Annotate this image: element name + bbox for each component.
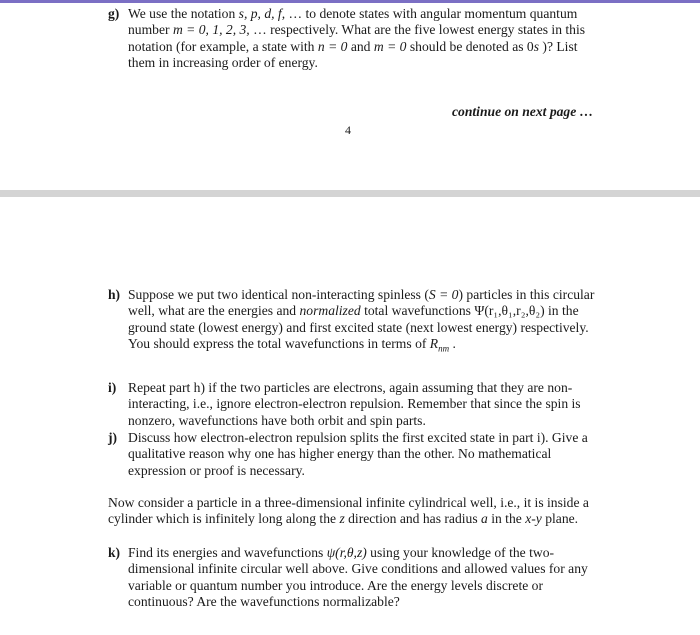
question-i: [108, 380, 608, 429]
question-h: [108, 287, 608, 353]
question-j: [108, 430, 608, 479]
page-separator: [0, 190, 700, 197]
question-k: [108, 545, 608, 611]
top-page-edge: [0, 0, 700, 3]
question-j-text: Discuss how electron-electron repulsion splits the first excited state in part i). Give a qualitative reason why one has higher energy than the other. No mathematical expression or proof is necessary.: [128, 430, 588, 478]
question-k-text: Find its energies and wavefunctions ψ(r,θ,z) using your knowledge of the two-dimensional infinite circular well above. Give conditions and allowed values for any variable or quantum number you introduce. Are the energy levels discrete or continuous? Are the wavefunctions normalizable?: [128, 545, 588, 610]
question-k-label: k): [108, 545, 121, 560]
question-i-label: i): [108, 380, 117, 395]
page-number: 4: [345, 123, 351, 137]
question-i-text: Repeat part h) if the two particles are electrons, again assuming that they are non-interacting, i.e., ignore electron-electron repulsion. Remember that since the spin is nonzero, wavefunctions have both orbit and spin parts.: [128, 380, 581, 428]
cylinder-intro: Now consider a particle in a three-dimensional infinite cylindrical well, i.e., it is inside a cylinder which is infinitely long along the z direction and has radius a in the x-y plane.: [108, 495, 589, 527]
continue-note: continue on next page …: [452, 104, 594, 119]
question-h-label: h): [108, 287, 121, 302]
question-j-label: j): [108, 430, 118, 445]
question-g-label: g): [108, 6, 120, 21]
question-g: [108, 6, 608, 72]
question-h-text: Suppose we put two identical non-interacting spinless (S = 0) particles in this circular well, what are the energies and normalized total wavefunctions Ψ(r₁,θ₁,r₂,θ₂) in the ground state (lowest energy) and first excited state (next lowest energy) respectively. You should express the total wavefunctions in terms of $R_{nm}$ .: [128, 287, 595, 354]
question-g-text: We use the notation s, p, d, f, … to denote states with angular momentum quantum number m = 0, 1, 2, 3, … respectively. What are the five lowest energy states in this notation (for example, a state with n = 0 and m = 0 should be denoted as 0s )? List them in increasing order of energy.: [128, 6, 586, 71]
